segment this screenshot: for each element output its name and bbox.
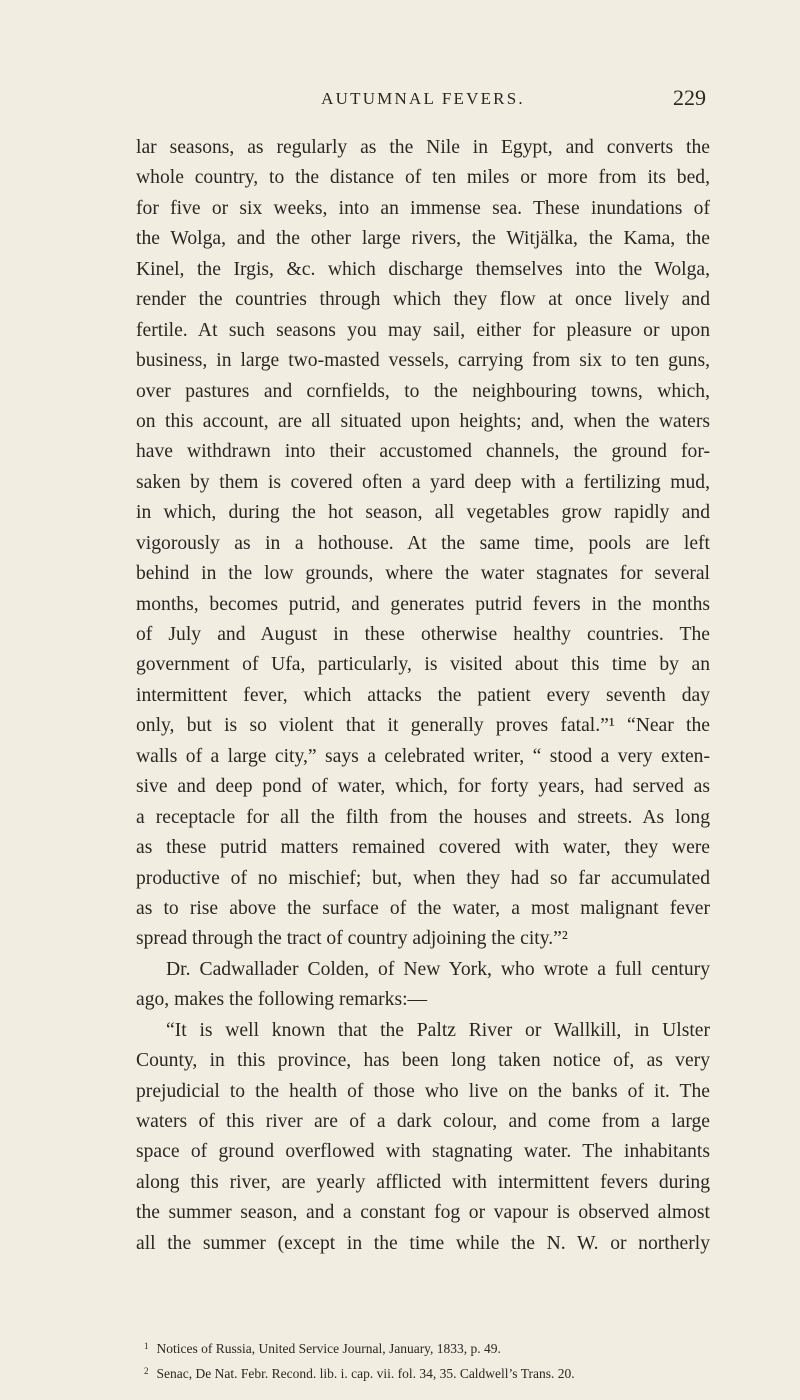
text-line: prejudicial to the health of those who live on the banks of it. The bbox=[136, 1080, 710, 1102]
footnote-mark: 2 bbox=[144, 1366, 149, 1376]
text-line: walls of a large city,” says a celebrated writer, “ stood a very exten- bbox=[136, 745, 710, 767]
text-line: a receptacle for all the filth from the houses and streets. As long bbox=[136, 806, 710, 828]
text-line: lar seasons, as regularly as the Nile in Egypt, and converts the bbox=[136, 137, 710, 158]
footnote bbox=[136, 1360, 710, 1385]
text-line: over pastures and cornfields, to the neighbouring towns, which, bbox=[136, 380, 710, 402]
text-line: behind in the low grounds, where the water stagnates for several bbox=[136, 563, 710, 585]
text-line: whole country, to the distance of ten miles or more from its bed, bbox=[136, 167, 710, 189]
text-line: fertile. At such seasons you may sail, either for pleasure or upon bbox=[136, 319, 710, 341]
running-title: AUTUMNAL FEVERS. bbox=[321, 89, 525, 108]
text-line: all the summer (except in the time while the N. W. or northerly bbox=[136, 1232, 710, 1254]
text-line: sive and deep pond of water, which, for forty years, had served as bbox=[136, 776, 710, 798]
footnotes bbox=[136, 1335, 710, 1385]
text-line: government of Ufa, particularly, is visited about this time by an bbox=[136, 654, 710, 676]
text-line: Kinel, the Irgis, &c. which discharge themselves into the Wolga, bbox=[136, 258, 710, 280]
text-line: vigorously as in a hothouse. At the same time, pools are left bbox=[136, 532, 710, 554]
text-line: productive of no mischief; but, when they had so far accumulated bbox=[136, 867, 710, 889]
text-line: on this account, are all situated upon heights; and, when the waters bbox=[136, 410, 710, 432]
text-line: space of ground overflowed with stagnating water. The inhabitants bbox=[136, 1141, 710, 1163]
text-line: the Wolga, and the other large rivers, the Witjälka, the Kama, the bbox=[136, 228, 710, 250]
text-line: of July and August in these otherwise healthy countries. The bbox=[136, 624, 710, 645]
running-head bbox=[140, 86, 706, 112]
text-line: have withdrawn into their accustomed channels, the ground for- bbox=[136, 441, 710, 463]
text-line: County, in this province, has been long taken notice of, as very bbox=[136, 1050, 710, 1072]
text-line: months, becomes putrid, and generates putrid fevers in the months bbox=[136, 593, 710, 615]
text-line: along this river, are yearly afflicted with intermittent fevers during bbox=[136, 1171, 710, 1193]
text-line: only, but is so violent that it generally proves fatal.”¹ “Near the bbox=[136, 715, 710, 737]
footnote-text: Senac, De Nat. Febr. Recond. lib. i. cap. vii. fol. 34, 35. Caldwell’s Trans. 20. bbox=[156, 1366, 575, 1381]
quotation-start-line: “It is well known that the Paltz River or Wallkill, in Ulster bbox=[166, 1019, 710, 1041]
paragraph-end-line: spread through the tract of country adjoining the city.”² bbox=[136, 928, 568, 950]
page-number: 229 bbox=[673, 85, 706, 110]
text-line: as these putrid matters remained covered with water, they were bbox=[136, 837, 710, 859]
paragraph-start-line: Dr. Cadwallader Colden, of New York, who wrote a full century bbox=[166, 958, 710, 980]
footnote-mark: 1 bbox=[144, 1341, 149, 1351]
text-line: as to rise above the surface of the water, a most malignant fever bbox=[136, 897, 710, 919]
text-line: the summer season, and a constant fog or vapour is observed almost bbox=[136, 1202, 710, 1224]
text-line: render the countries through which they flow at once lively and bbox=[136, 289, 710, 311]
paragraph-end-line: ago, makes the following remarks:— bbox=[136, 989, 428, 1011]
text-line: business, in large two-masted vessels, carrying from six to ten guns, bbox=[136, 350, 710, 372]
text-line: waters of this river are of a dark colour, and come from a large bbox=[136, 1111, 710, 1132]
footnote-text: Notices of Russia, United Service Journal, January, 1833, p. 49. bbox=[156, 1341, 501, 1356]
text-line: intermittent fever, which attacks the patient every seventh day bbox=[136, 684, 710, 706]
text-line: for five or six weeks, into an immense sea. These inundations of bbox=[136, 197, 710, 219]
text-line: in which, during the hot season, all vegetables grow rapidly and bbox=[136, 502, 710, 524]
text-line: saken by them is covered often a yard deep with a fertilizing mud, bbox=[136, 471, 710, 493]
footnote bbox=[136, 1335, 710, 1360]
body-text bbox=[136, 133, 710, 1259]
